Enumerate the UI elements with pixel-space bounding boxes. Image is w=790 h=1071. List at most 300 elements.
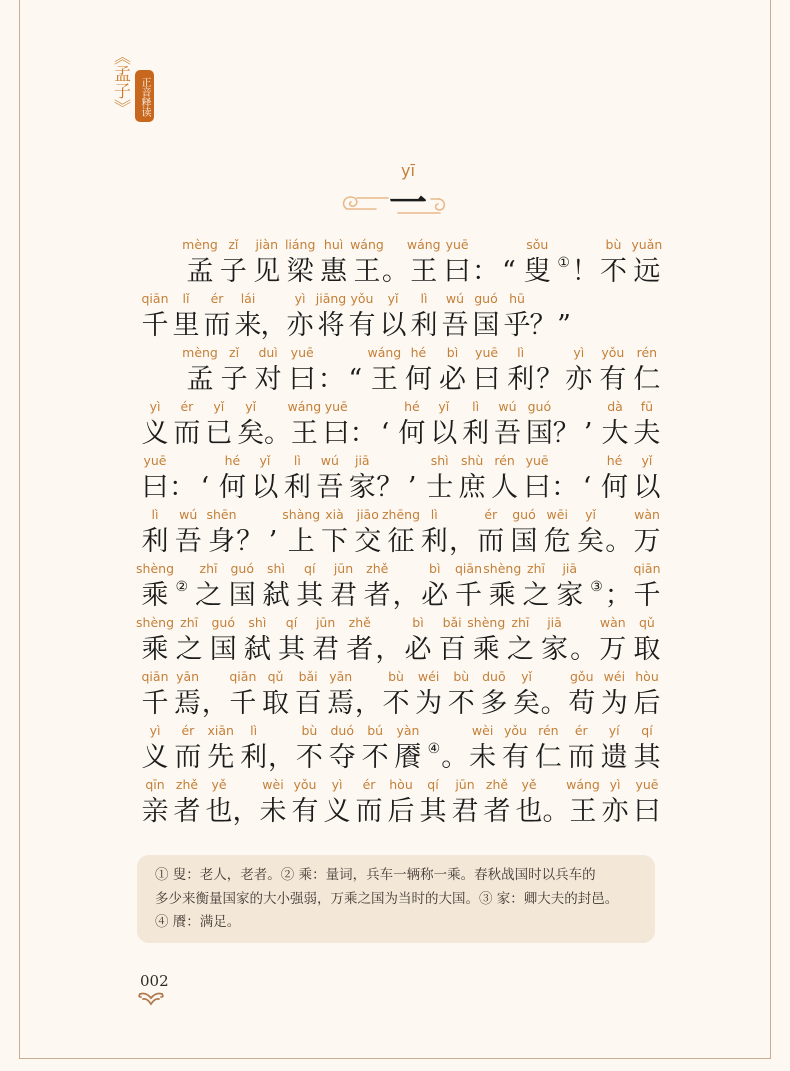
- notes-box: [137, 855, 655, 943]
- hanzi-with-pinyin: [437, 614, 467, 668]
- pinyin: wáng: [287, 399, 322, 414]
- pinyin: bù: [453, 669, 470, 684]
- hanzi: 有: [599, 364, 627, 395]
- punctuation-mark: ？: [236, 526, 264, 557]
- main-text: [136, 236, 663, 830]
- hanzi: 以: [379, 310, 407, 341]
- page-border-left: [19, 0, 20, 1058]
- hanzi-with-pinyin: [414, 668, 444, 722]
- hanzi: 不: [447, 688, 475, 719]
- hanzi-with-pinyin: [253, 344, 283, 398]
- punctuation: [605, 506, 633, 560]
- hanzi: 利: [283, 472, 311, 503]
- hanzi-with-pinyin: [598, 236, 628, 290]
- pinyin: bǎi: [442, 615, 462, 630]
- hanzi-with-pinyin: [173, 722, 203, 776]
- pinyin: dà: [607, 399, 623, 414]
- pinyin: yǒu: [293, 777, 317, 792]
- pinyin: guó: [512, 507, 536, 522]
- pinyin: yǐ: [585, 507, 596, 522]
- pinyin: qí: [641, 723, 653, 738]
- punctuation-mark: 。: [570, 634, 598, 665]
- text-line: [140, 236, 662, 290]
- hanzi: 必: [421, 580, 449, 611]
- pinyin: jiàn: [255, 237, 279, 252]
- pinyin: hé: [224, 453, 241, 468]
- pinyin: zǐ: [228, 237, 239, 252]
- hanzi: 叟: [523, 256, 551, 287]
- pinyin: rén: [538, 723, 559, 738]
- hanzi: 王: [569, 796, 597, 827]
- hanzi-with-pinyin: [442, 236, 472, 290]
- punctuation-mark: ：: [472, 256, 500, 287]
- pinyin: yí: [608, 723, 620, 738]
- hanzi: 不: [382, 688, 410, 719]
- pinyin: qiān: [455, 561, 482, 576]
- pinyin: qīn: [145, 777, 165, 792]
- hanzi-with-pinyin: [239, 722, 269, 776]
- pinyin: shēn: [206, 507, 237, 522]
- hanzi-with-pinyin: [576, 506, 606, 560]
- pinyin: hé: [410, 345, 427, 360]
- hanzi-with-pinyin: [319, 236, 349, 290]
- hanzi: 取: [633, 634, 661, 665]
- hanzi: 孟: [186, 256, 214, 287]
- hanzi-with-pinyin: [418, 776, 448, 830]
- pinyin: wèi: [262, 777, 284, 792]
- pinyin: zhě: [366, 561, 389, 576]
- hanzi-with-pinyin: [287, 344, 317, 398]
- punctuation: [536, 344, 564, 398]
- hanzi: 亦: [601, 796, 629, 827]
- pinyin: yuē: [525, 453, 549, 468]
- hanzi-with-pinyin: [632, 722, 662, 776]
- hanzi-with-pinyin: [360, 722, 390, 776]
- hanzi-with-pinyin: [367, 344, 402, 398]
- hanzi: 之: [522, 580, 550, 611]
- pinyin: yǒu: [504, 723, 527, 738]
- hanzi: 亦: [565, 364, 593, 395]
- hanzi-with-pinyin: [277, 614, 307, 668]
- hanzi-with-pinyin: [327, 722, 357, 776]
- hanzi-with-pinyin: [564, 344, 594, 398]
- hanzi-with-pinyin: [261, 560, 291, 614]
- hanzi-with-pinyin: [632, 398, 662, 452]
- punctuation: [499, 236, 519, 290]
- hanzi-with-pinyin: [454, 560, 484, 614]
- hanzi: 有: [348, 310, 376, 341]
- hanzi-with-pinyin: [600, 452, 630, 506]
- hanzi-with-pinyin: [173, 506, 203, 560]
- hanzi: 何: [404, 364, 432, 395]
- hanzi: 后: [387, 796, 415, 827]
- pinyin: bù: [388, 669, 404, 684]
- pinyin: zhī: [511, 615, 530, 630]
- hanzi-with-pinyin: [632, 668, 662, 722]
- page-number: 002: [140, 972, 169, 990]
- pinyin: lì: [293, 453, 301, 468]
- hanzi-with-pinyin: [397, 398, 427, 452]
- pinyin: yuē: [324, 399, 348, 414]
- hanzi-with-pinyin: [493, 398, 523, 452]
- pinyin: ér: [210, 291, 224, 306]
- hanzi: 征: [387, 526, 415, 557]
- pinyin: ér: [362, 777, 376, 792]
- pinyin: guó: [474, 291, 498, 306]
- punctuation-mark: 。: [441, 742, 469, 773]
- hanzi: 曰: [473, 364, 501, 395]
- punctuation-mark: ，: [232, 796, 260, 827]
- hanzi: 亦: [286, 310, 314, 341]
- punctuation-mark: ？: [529, 310, 557, 341]
- pinyin: lì: [472, 399, 480, 414]
- footnote-number: ③: [590, 579, 603, 595]
- hanzi-with-pinyin: [599, 722, 629, 776]
- pinyin: hòu: [635, 669, 659, 684]
- pinyin: yì: [331, 777, 343, 792]
- text-line: [140, 722, 662, 776]
- hanzi: 君: [330, 580, 357, 611]
- punctuation: [349, 398, 377, 452]
- text-line: [140, 776, 662, 830]
- hanzi-with-pinyin: [172, 398, 202, 452]
- punctuation: [571, 236, 599, 290]
- pinyin: qí: [427, 777, 439, 792]
- hanzi: 必: [439, 364, 466, 395]
- punctuation: [604, 560, 632, 614]
- hanzi: 者: [483, 796, 511, 827]
- hanzi: 之: [195, 580, 222, 611]
- pinyin: wú: [445, 291, 465, 306]
- hanzi-with-pinyin: [140, 290, 170, 344]
- hanzi-with-pinyin: [252, 236, 282, 290]
- pinyin: zhī: [527, 561, 545, 576]
- hanzi: 国: [472, 310, 500, 341]
- pinyin: rén: [494, 453, 515, 468]
- pinyin: bì: [446, 345, 459, 360]
- hanzi-with-pinyin: [316, 290, 346, 344]
- hanzi-with-pinyin: [505, 614, 535, 668]
- pinyin: fū: [640, 399, 654, 414]
- hanzi: 义: [323, 796, 351, 827]
- hanzi-with-pinyin: [425, 452, 455, 506]
- punctuation-mark: ‘: [380, 418, 390, 449]
- hanzi-with-pinyin: [171, 290, 201, 344]
- hanzi: 何: [218, 472, 246, 503]
- hanzi: 焉: [174, 688, 202, 719]
- hanzi-with-pinyin: [378, 290, 408, 344]
- hanzi-with-pinyin: [174, 614, 204, 668]
- hanzi: 乘: [488, 580, 516, 611]
- hanzi-with-pinyin: [329, 560, 359, 614]
- hanzi: 吾: [494, 418, 521, 449]
- hanzi-with-pinyin: [217, 452, 247, 506]
- hanzi: 庶: [458, 472, 486, 503]
- hanzi-with-pinyin: [506, 344, 536, 398]
- hanzi: 之: [175, 634, 203, 665]
- pinyin: ér: [181, 723, 195, 738]
- punctuation-mark: ‘: [200, 472, 210, 503]
- text-line: [140, 452, 662, 506]
- hanzi-with-pinyin: [208, 614, 238, 668]
- hanzi: 交: [354, 526, 382, 557]
- hanzi: 梁: [286, 256, 314, 287]
- text-line: [136, 560, 662, 614]
- hanzi: 王: [290, 418, 318, 449]
- pinyin: yuē: [635, 777, 659, 792]
- hanzi: 弑: [262, 580, 290, 611]
- pinyin: qiān: [229, 669, 257, 684]
- hanzi-with-pinyin: [140, 722, 170, 776]
- pinyin: jūn: [333, 561, 354, 576]
- hanzi: 百: [294, 688, 322, 719]
- pinyin: wēi: [546, 507, 568, 522]
- pinyin: wáng: [566, 777, 600, 792]
- pinyin: zhēng: [381, 507, 421, 522]
- hanzi: 国: [209, 634, 237, 665]
- punctuation: [236, 506, 264, 560]
- text-line: [140, 506, 662, 560]
- hanzi-with-pinyin: [227, 560, 257, 614]
- hanzi: 王: [410, 256, 438, 287]
- hanzi: 惠: [320, 256, 348, 287]
- hanzi: 弑: [243, 634, 271, 665]
- hanzi-with-pinyin: [471, 290, 501, 344]
- pinyin: mèng: [182, 345, 218, 360]
- hanzi-with-pinyin: [440, 290, 470, 344]
- hanzi-with-pinyin: [233, 290, 263, 344]
- hanzi: 而: [174, 742, 202, 773]
- hanzi: 矣: [237, 418, 265, 449]
- scroll-chevron-icon: [138, 991, 164, 1006]
- hanzi-with-pinyin: [600, 776, 630, 830]
- hanzi-with-pinyin: [438, 344, 468, 398]
- hanzi: 君: [312, 634, 340, 665]
- page-border-bottom: [19, 1058, 771, 1059]
- punctuation: [264, 398, 291, 452]
- hanzi: 仁: [534, 742, 562, 773]
- punctuation: [263, 506, 283, 560]
- hanzi-with-pinyin: [567, 668, 597, 722]
- hanzi: 其: [633, 742, 661, 773]
- hanzi: 曰: [523, 472, 551, 503]
- hanzi-with-pinyin: [381, 506, 421, 560]
- hanzi: 王: [353, 256, 381, 287]
- hanzi-with-pinyin: [204, 398, 234, 452]
- hanzi: 有: [502, 742, 529, 773]
- pinyin: duì: [258, 345, 278, 360]
- pinyin: shèng: [136, 615, 174, 630]
- pinyin: lái: [240, 291, 256, 306]
- note-line: 多少来衡量国家的大小强弱，万乘之国为当时的大国。③ 家：卿大夫的封邑。: [155, 890, 619, 907]
- hanzi-with-pinyin: [509, 506, 539, 560]
- pinyin: yì: [294, 291, 306, 306]
- pinyin: zhě: [485, 777, 509, 792]
- hanzi-with-pinyin: [285, 290, 315, 344]
- hanzi-with-pinyin: [219, 344, 249, 398]
- hanzi: 义: [141, 418, 169, 449]
- pinyin: bù: [301, 723, 318, 738]
- pinyin: bì: [412, 615, 424, 630]
- hanzi-with-pinyin: [290, 776, 320, 830]
- pinyin: sǒu: [526, 237, 549, 252]
- footnote-marker: [174, 560, 190, 614]
- hanzi-with-pinyin: [326, 668, 356, 722]
- hanzi-with-pinyin: [354, 776, 384, 830]
- hanzi: 千: [633, 580, 661, 611]
- hanzi: 士: [426, 472, 454, 503]
- hanzi-with-pinyin: [140, 506, 170, 560]
- hanzi: 未: [469, 742, 497, 773]
- pinyin: lì: [517, 345, 525, 360]
- hanzi-with-pinyin: [347, 452, 377, 506]
- punctuation: [529, 290, 557, 344]
- hanzi: 千: [455, 580, 482, 611]
- pinyin: yǐ: [245, 399, 257, 414]
- punctuation-mark: 。: [264, 418, 291, 449]
- pinyin: hé: [404, 399, 420, 414]
- hanzi: 者: [346, 634, 374, 665]
- pinyin: ér: [180, 399, 194, 414]
- punctuation-mark: ；: [604, 580, 632, 611]
- punctuation-mark: ’: [583, 418, 593, 449]
- hanzi: 已: [205, 418, 233, 449]
- pinyin: wéi: [603, 669, 626, 684]
- pinyin: yǒu: [350, 291, 374, 306]
- hanzi: 千: [141, 688, 169, 719]
- pinyin: yǐ: [387, 291, 399, 306]
- pinyin: jiā: [547, 615, 562, 630]
- hanzi: 必: [404, 634, 432, 665]
- hanzi: 曰: [633, 796, 661, 827]
- pinyin: lǐ: [182, 291, 190, 306]
- series-seal: 正音释读: [135, 70, 154, 122]
- hanzi: 下: [321, 526, 348, 557]
- pinyin: hū: [509, 291, 525, 306]
- punctuation: [554, 290, 574, 344]
- punctuation-mark: ，: [201, 688, 229, 719]
- hanzi-with-pinyin: [632, 560, 662, 614]
- pinyin: yǐ: [213, 399, 225, 414]
- punctuation-mark: ：: [168, 472, 196, 503]
- punctuation-mark: ，: [375, 634, 403, 665]
- pinyin: lì: [250, 723, 258, 738]
- hanzi-with-pinyin: [568, 776, 598, 830]
- pinyin: shèng: [136, 561, 174, 576]
- footnote-marker: [556, 236, 572, 290]
- punctuation-mark: 。: [542, 796, 570, 827]
- footnote-marker: [426, 722, 442, 776]
- punctuation-mark: ，: [392, 580, 420, 611]
- pinyin: guó: [527, 399, 552, 414]
- hanzi: 也: [205, 796, 233, 827]
- hanzi-with-pinyin: [250, 452, 280, 506]
- hanzi-with-pinyin: [282, 506, 321, 560]
- hanzi-with-pinyin: [140, 776, 170, 830]
- chapter-pinyin: yī: [401, 161, 415, 180]
- hanzi-with-pinyin: [194, 560, 224, 614]
- hanzi-with-pinyin: [322, 776, 352, 830]
- punctuation: [268, 722, 295, 776]
- hanzi-with-pinyin: [321, 398, 351, 452]
- punctuation: [345, 344, 365, 398]
- hanzi: 子: [220, 364, 248, 395]
- punctuation-mark: “: [502, 256, 516, 287]
- hanzi-with-pinyin: [542, 506, 572, 560]
- hanzi-with-pinyin: [420, 560, 450, 614]
- hanzi: 乘: [472, 634, 500, 665]
- pinyin: huì: [323, 237, 344, 252]
- pinyin: yàn: [396, 723, 420, 738]
- punctuation: [392, 560, 420, 614]
- chapter-number: 一: [388, 180, 427, 225]
- hanzi-with-pinyin: [403, 614, 433, 668]
- hanzi-with-pinyin: [482, 776, 512, 830]
- punctuation-mark: ，: [354, 688, 382, 719]
- hanzi: 者: [363, 580, 391, 611]
- hanzi-with-pinyin: [352, 236, 382, 290]
- hanzi: 而: [477, 526, 505, 557]
- pinyin: wàn: [599, 615, 626, 630]
- hanzi: 吾: [316, 472, 344, 503]
- hanzi: 见: [253, 256, 281, 287]
- punctuation: [317, 344, 345, 398]
- hanzi: 以: [633, 472, 661, 503]
- punctuation: [232, 776, 260, 830]
- hanzi-with-pinyin: [598, 614, 628, 668]
- pinyin: yuē: [475, 345, 499, 360]
- hanzi-with-pinyin: [632, 506, 662, 560]
- hanzi: 矣: [513, 688, 540, 719]
- hanzi-with-pinyin: [386, 776, 416, 830]
- hanzi-with-pinyin: [457, 452, 487, 506]
- pinyin: yì: [149, 399, 161, 414]
- punctuation: [577, 452, 597, 506]
- hanzi-with-pinyin: [632, 236, 662, 290]
- hanzi-with-pinyin: [599, 668, 629, 722]
- hanzi-with-pinyin: [522, 452, 552, 506]
- punctuation: [542, 776, 570, 830]
- hanzi: 身: [208, 526, 235, 557]
- punctuation: [375, 614, 403, 668]
- hanzi-with-pinyin: [476, 506, 506, 560]
- hanzi: 百: [438, 634, 466, 665]
- hanzi-with-pinyin: [598, 344, 628, 398]
- punctuation: [441, 722, 469, 776]
- pinyin: qiān: [633, 561, 661, 576]
- hanzi-with-pinyin: [468, 722, 498, 776]
- pinyin: yì: [609, 777, 621, 792]
- pinyin: yě: [521, 777, 537, 792]
- pinyin: jiā: [562, 561, 578, 576]
- pinyin: zhī: [199, 561, 218, 576]
- text-line: [136, 614, 662, 668]
- hanzi: 孟: [186, 364, 214, 395]
- hanzi: 曰: [141, 472, 169, 503]
- hanzi: 乎: [503, 310, 531, 341]
- pinyin: zǐ: [229, 345, 240, 360]
- pinyin: shì: [430, 453, 449, 468]
- hanzi-with-pinyin: [524, 398, 554, 452]
- page-border-right: [770, 0, 771, 1058]
- hanzi: 夫: [633, 418, 661, 449]
- hanzi: 其: [296, 580, 324, 611]
- hanzi: 危: [543, 526, 571, 557]
- hanzi: 亲: [141, 796, 169, 827]
- footnote-number: ①: [557, 255, 570, 271]
- hanzi: 大: [601, 418, 629, 449]
- hanzi: 乘: [141, 634, 169, 665]
